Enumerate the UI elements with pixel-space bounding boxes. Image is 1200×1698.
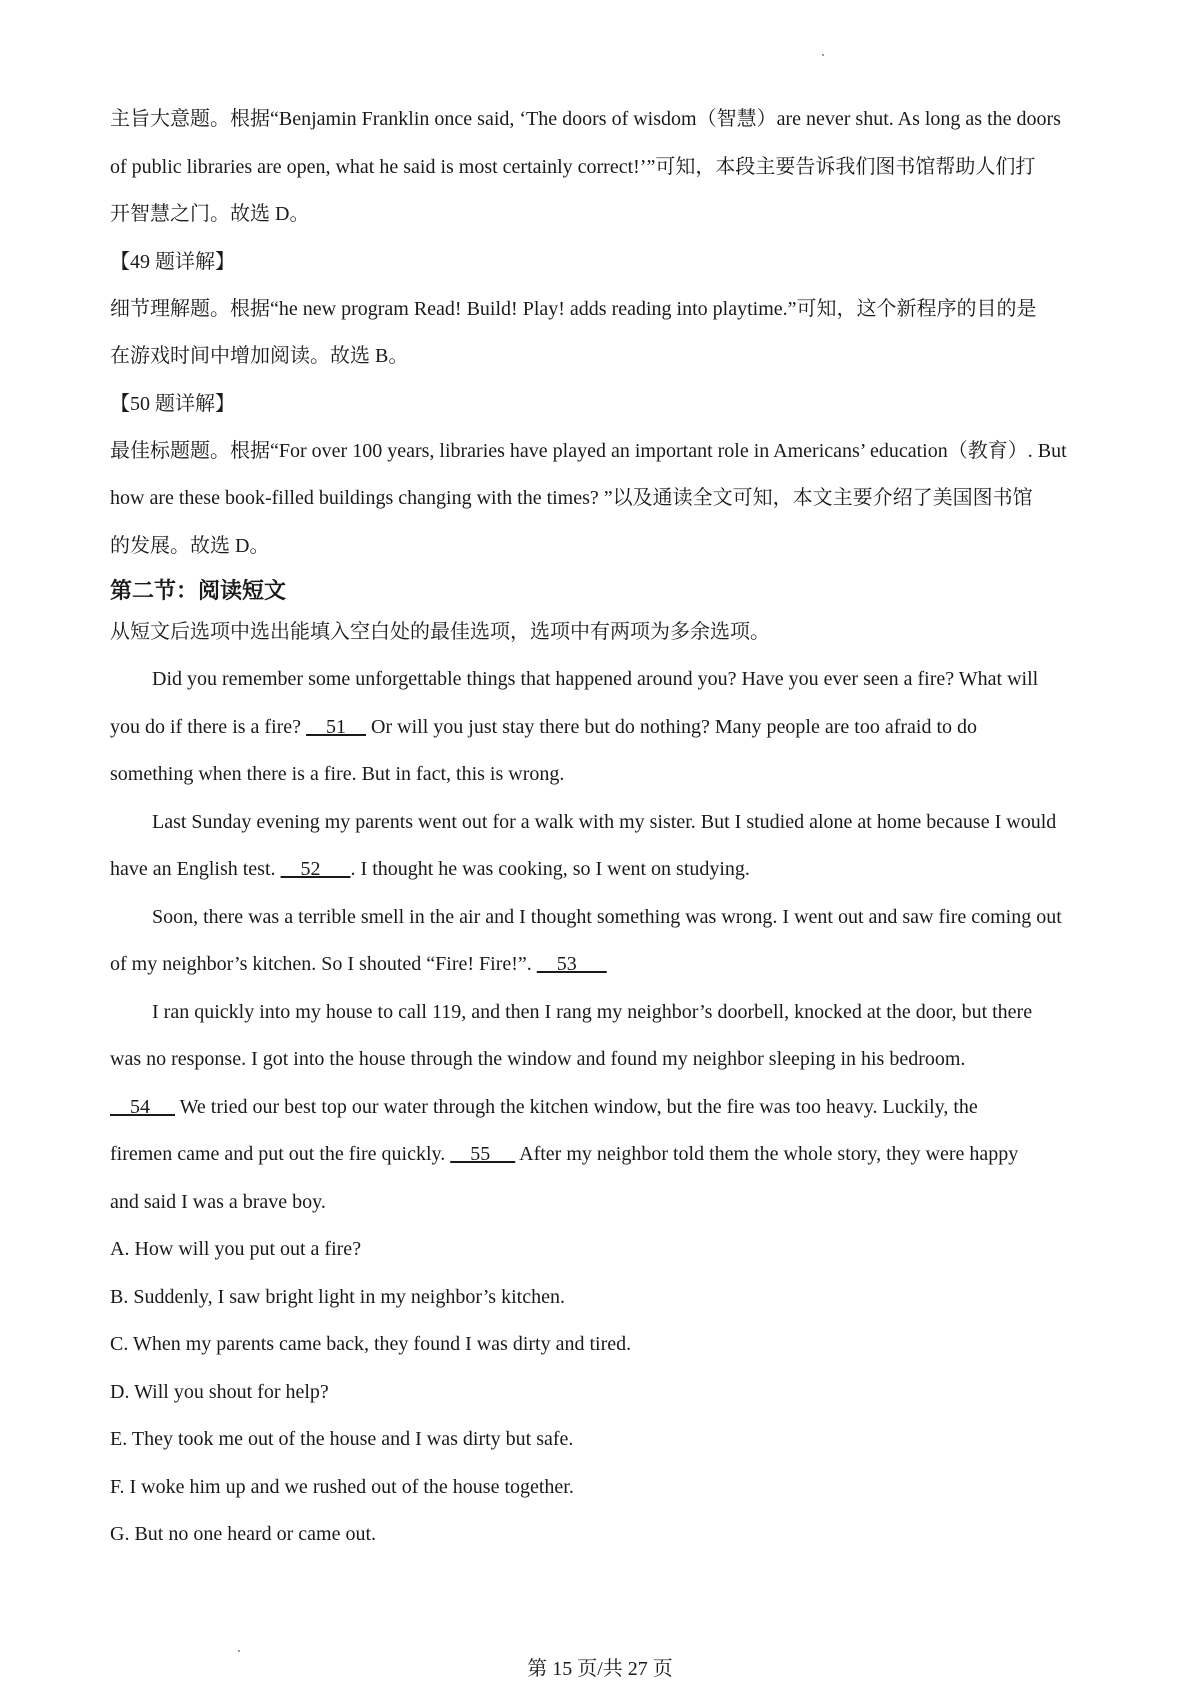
q50-line-3: 的发展。故选 D。 bbox=[110, 534, 270, 557]
passage-line: I ran quickly into my house to call 119, and then I rang my neighbor’s doorbell, knocked at the door, but there bbox=[152, 1000, 1033, 1023]
q48-line-2: of public libraries are open, what he said is most certainly correct!’”可知，本段主要告诉我们图书馆帮助人们打 bbox=[110, 155, 1036, 178]
passage-line bbox=[110, 941, 1100, 989]
passage-line: Soon, there was a terrible smell in the air and I thought something was wrong. I went out and saw fire coming out bbox=[152, 905, 1062, 928]
passage-line: and said I was a brave boy. bbox=[110, 1190, 326, 1213]
option-f: F. I woke him up and we rushed out of the house together. bbox=[110, 1475, 574, 1498]
blank-52: 52 bbox=[280, 858, 351, 880]
passage-text: After my neighbor told them the whole story, they were happy bbox=[515, 1143, 1019, 1165]
passage-text: have an English test. bbox=[110, 858, 281, 880]
passage-line: Last Sunday evening my parents went out for a walk with my sister. But I studied alone at home because I would bbox=[152, 810, 1057, 833]
passage-text: firemen came and put out the fire quickly. bbox=[110, 1143, 451, 1165]
option-a: A. How will you put out a fire? bbox=[110, 1238, 362, 1260]
blank-51: 51 bbox=[306, 715, 367, 738]
passage-text: of my neighbor’s kitchen. So I shouted “Fire! Fire!”. bbox=[110, 953, 537, 975]
answer-options bbox=[110, 1226, 1100, 1559]
passage-line bbox=[110, 846, 1100, 894]
blank-54: 54 bbox=[110, 1095, 175, 1118]
option-g: G. But no one heard or came out. bbox=[110, 1523, 377, 1545]
option-c: C. When my parents came back, they found I was dirty and tired. bbox=[110, 1333, 632, 1355]
passage-line: Did you remember some unforgettable things that happened around you? Have you ever seen a fire? What will bbox=[152, 668, 1039, 690]
passage-text: Or will you just stay there but do nothing? Many people are too afraid to do bbox=[366, 715, 978, 738]
blank-53: 53 bbox=[536, 953, 607, 975]
page-number-footer: 第 15 页/共 27 页 bbox=[527, 1658, 673, 1680]
q48-line-1: 主旨大意题。根据“Benjamin Franklin once said, ‘The doors of wisdom（智慧）are never shut. As long as the doors bbox=[110, 108, 1061, 130]
q50-line-2: how are these book-filled buildings changing with the times? ”以及通读全文可知，本文主要介绍了美国图书馆 bbox=[110, 487, 1033, 509]
passage-text: you do if there is a fire? bbox=[110, 715, 307, 738]
passage-text: . I thought he was cooking, so I went on studying. bbox=[350, 858, 750, 880]
q50-line-1: 最佳标题题。根据“For over 100 years, libraries have played an important role in Americans’ education（教育）. But bbox=[110, 439, 1067, 462]
passage-line bbox=[110, 1131, 1100, 1179]
document-page bbox=[110, 96, 1100, 1559]
passage-text: We tried our best top our water through the kitchen window, but the fire was too heavy. Luckily, the bbox=[175, 1095, 978, 1118]
q49-line-1: 细节理解题。根据“he new program Read! Build! Play! adds reading into playtime.”可知，这个新程序的目的是 bbox=[110, 297, 1037, 320]
option-b: B. Suddenly, I saw bright light in my neighbor’s kitchen. bbox=[110, 1285, 565, 1308]
section-instruction: 从短文后选项中选出能填入空白处的最佳选项，选项中有两项为多余选项。 bbox=[110, 621, 770, 643]
q49-explanation bbox=[110, 239, 1100, 381]
q50-explanation bbox=[110, 381, 1100, 571]
passage-line bbox=[110, 1084, 1100, 1132]
passage-line: something when there is a fire. But in fact, this is wrong. bbox=[110, 763, 565, 785]
section-title: 第二节：阅读短文 bbox=[110, 579, 287, 604]
passage-line bbox=[110, 704, 1100, 752]
scan-speck bbox=[822, 54, 824, 56]
reading-passage bbox=[110, 656, 1100, 1226]
option-e: E. They took me out of the house and I was dirty but safe. bbox=[110, 1428, 574, 1450]
option-d: D. Will you shout for help? bbox=[110, 1380, 329, 1403]
blank-55: 55 bbox=[450, 1143, 516, 1165]
q49-heading: 【49 题详解】 bbox=[110, 250, 235, 273]
q49-line-2: 在游戏时间中增加阅读。故选 B。 bbox=[110, 345, 409, 367]
q48-line-3: 开智慧之门。故选 D。 bbox=[110, 203, 310, 225]
q48-explanation bbox=[110, 96, 1100, 239]
passage-line: was no response. I got into the house through the window and found my neighbor sleeping in his bedroom. bbox=[110, 1048, 966, 1070]
q50-heading: 【50 题详解】 bbox=[110, 392, 235, 415]
